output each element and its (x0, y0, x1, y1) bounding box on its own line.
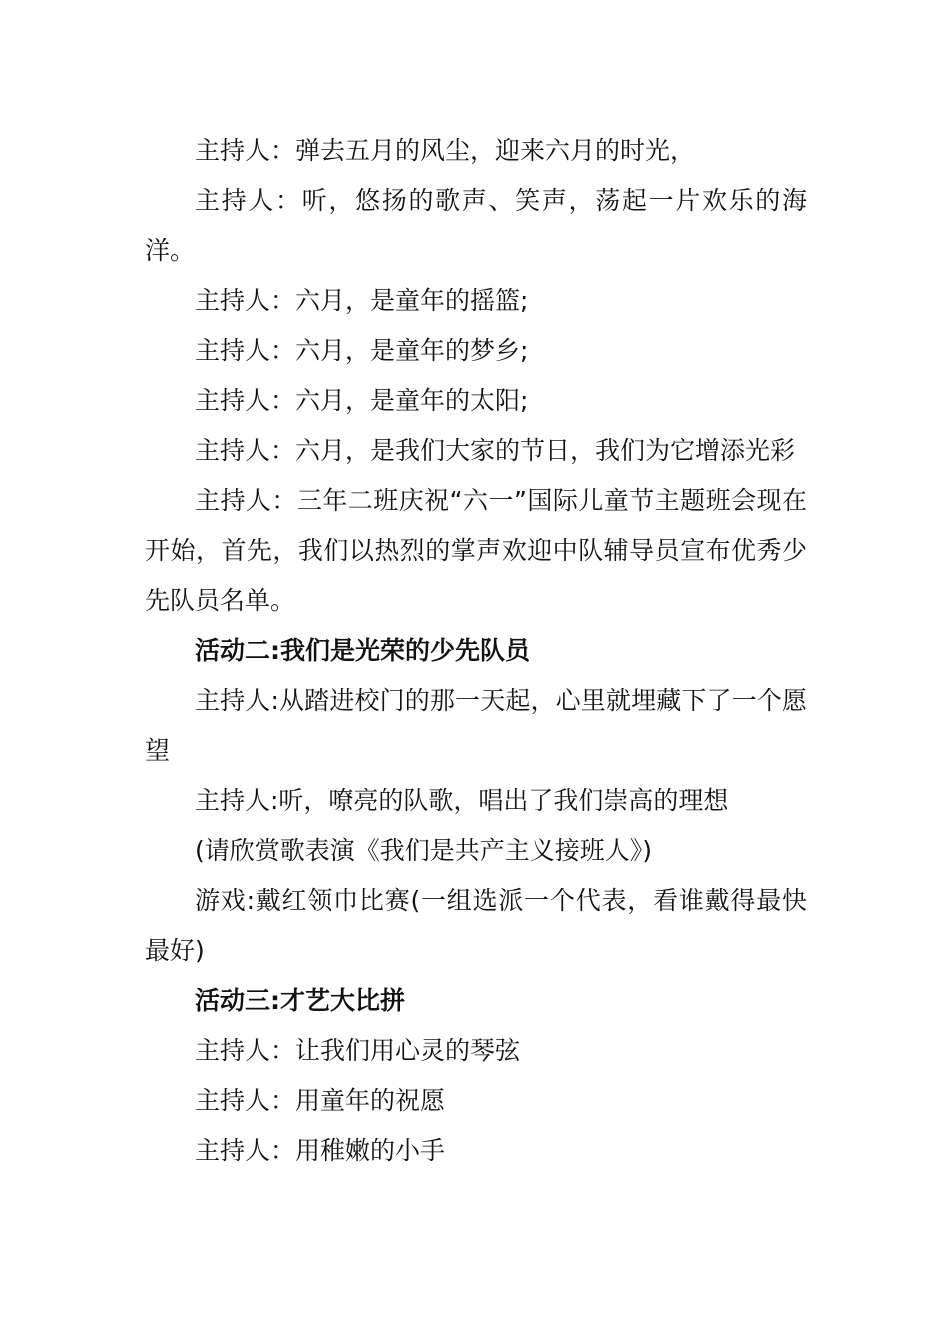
host-line-12: 主持人：用稚嫩的小手 (195, 1136, 446, 1165)
game-note: 游戏:戴红领巾比赛(一组选派一个代表，看谁戴得最快最好) (145, 886, 807, 965)
host-line-5: 主持人：六月，是童年的太阳; (195, 386, 529, 415)
host-line-10: 主持人：让我们用心灵的琴弦 (195, 1036, 521, 1065)
song-performance-note: (请欣赏歌表演《我们是共产主义接班人》) (195, 836, 653, 865)
activity-three-heading: 活动三:才艺大比拼 (195, 986, 405, 1015)
host-line-7: 主持人：三年二班庆祝“六一”国际儿童节主题班会现在开始，首先，我们以热烈的掌声欢迎中队辅导员宣布优秀少先队员名单。 (145, 486, 807, 615)
host-line-1: 主持人：弹去五月的风尘，迎来六月的时光， (195, 136, 696, 165)
host-line-9: 主持人:听，嘹亮的队歌，唱出了我们崇高的理想 (195, 786, 729, 815)
host-line-11: 主持人：用童年的祝愿 (195, 1086, 446, 1115)
host-line-8: 主持人:从踏进校门的那一天起，心里就埋藏下了一个愿望 (145, 686, 807, 765)
host-line-3: 主持人：六月，是童年的摇篮; (195, 286, 529, 315)
host-line-4: 主持人：六月，是童年的梦乡; (195, 336, 529, 365)
host-line-6: 主持人：六月，是我们大家的节日，我们为它增添光彩 (195, 436, 796, 465)
document-body (145, 126, 807, 1176)
activity-two-heading: 活动二:我们是光荣的少先队员 (195, 636, 530, 665)
host-line-2: 主持人：听，悠扬的歌声、笑声，荡起一片欢乐的海洋。 (145, 186, 807, 265)
